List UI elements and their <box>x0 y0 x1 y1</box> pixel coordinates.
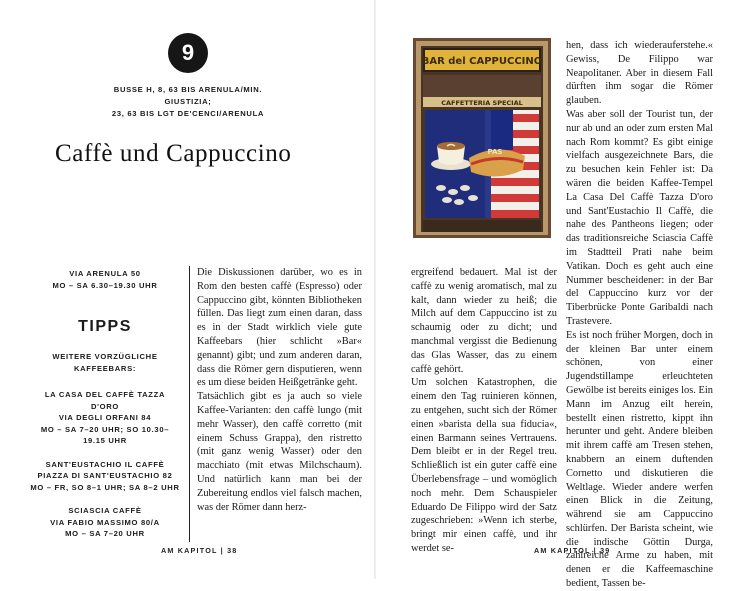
photo-middle-sign: CAFFETTERIA SPECIAL <box>441 99 523 107</box>
tip-bar-address: PIAZZA DI SANT'EUSTACHIO 82 <box>37 471 173 480</box>
column-divider <box>189 266 190 542</box>
book-gutter <box>374 0 376 579</box>
bar-storefront-photo <box>413 38 551 238</box>
venue-hours: MO – SA 6.30–19.30 UHR <box>52 280 158 290</box>
sidebar-info <box>30 268 180 540</box>
tip-bar-hours: MO – SA 7–20 UHR <box>65 529 145 538</box>
photo-top-sign: BAR del CAPPUCCINO <box>421 56 543 67</box>
page-footer-left: AM KAPITOL | 38 <box>161 546 238 555</box>
tip-bar-3 <box>30 505 180 540</box>
transit-line-2: 23, 63 BIS LGT DE'CENCI/ARENULA <box>111 109 265 118</box>
paragraph: hen, dass ich wiederauferstehe.« Gewiss, De Filippo war Neapolitaner. Aber in diesem Fall dürften ihm sogar die Römer glauben. <box>566 40 713 107</box>
transit-info <box>108 84 268 120</box>
tip-bar-hours: MO – FR, SO 8–1 UHR; SA 8–2 UHR <box>30 482 180 492</box>
page-footer-right: AM KAPITOL | 39 <box>534 546 611 555</box>
tip-bar-2 <box>30 459 180 494</box>
photo-sandwich-sign: PAS <box>487 148 503 156</box>
paragraph: Tatsächlich gibt es ja auch so viele Kaffee-Varianten: den caffè lungo (mit mehr Wasser), den caffè corretto (mit einem Schuss Grappa), den ristretto (mit ganz wenig Wasser) oder den macchiato (mit etwas Milchschaum). Und natürlich kann man bei der Zubereitung endlos viel falsch machen, was der Römer dann herz- <box>197 391 362 513</box>
tip-bar-address: VIA DEGLI ORFANI 84 <box>58 413 152 422</box>
body-column-3 <box>566 39 713 591</box>
paragraph: Was aber soll der Tourist tun, der nur ab und an oder zum ersten Mal nach Rom kommt? Es gibt einige vielfach ausgezeichnete Bars, die zu besuchen kein Fehler ist: Da wären die beiden Kaffee-Tempel La Casa Del Caffè Tazza D'oro und Sant'Eustachio Il Caffè, die nahe des Pantheons liegen; oder das traditionsreiche Sciascia Caffè im Stadtteil Prati nahe beim Vatikan. Doch es geht auch eine Nummer bescheidener: in der Bar del Cappuccino kurz vor der Tiberbrücke Ponte Garibaldi nach Trastevere. <box>566 108 713 327</box>
tip-bar-address: VIA FABIO MASSIMO 80/A <box>50 517 160 527</box>
tips-heading: TIPPS <box>78 318 132 335</box>
tip-bar-name: LA CASA DEL CAFFÈ TAZZA D'ORO <box>44 390 166 411</box>
tips-intro: WEITERE VORZÜGLICHE KAFFEEBARS: <box>52 352 158 373</box>
body-column-1 <box>197 266 362 514</box>
paragraph: Um solchen Katastrophen, die einem den Tag ruinieren können, zu entgehen, sucht sich der Römer einen »barista della sua fiducia«, einen Barmann seines Vertrauens. Dem bleibt er in der Regel treu. Schließlich ist ein guter caffè eine Überlebensfrage – und womöglich noch mehr. Dem Schauspieler Eduardo De Filippo wird der Satz zugeschrieben: »Wenn ich sterbe, bringt mir einen caffè, und ihr werdet se- <box>411 377 557 554</box>
tip-bar-1 <box>30 389 180 447</box>
transit-line-1: BUSSE H, 8, 63 BIS ARENULA/MIN. GIUSTIZIA; <box>113 85 263 106</box>
paragraph: ergreifend bedauert. Mal ist der caffè zu wenig aromatisch, mal zu kalt, dann wieder zu heiß; die Milch auf dem Cappuccino ist zu schaumig oder zu dicht; und manchmal vergisst die Bedienung das Glas Wasser, das zu einem caffè gehört. <box>411 267 557 375</box>
venue-address: VIA ARENULA 50 <box>69 269 141 278</box>
chapter-number-badge: 9 <box>168 33 208 73</box>
tip-bar-hours: MO – SA 7–20 UHR; SO 10.30–19.15 UHR <box>40 424 170 445</box>
paragraph: Es ist noch früher Morgen, doch in der kleinen Bar unter einem schönen, von einer Jugendstillampe erleuchteten Gewölbe ist bereits einiges los. Ein Mann im Anzug eilt herein, bestellt einen ristretto, kippt ihn herunter und geht. Andere bleiben mit ihrem caffè am Tresen stehen, knabbern an einem duftenden Cornetto und diskutieren die Weltlage. Wieder andere werfen einen Blick in die Zeitung, während sie am Cappuccino schlürfen. Der Barista scheint, wie die indische Göttin Durga, zahlreiche Arme zu haben, mit denen er die Kaffeemaschine bedient, Tassen be- <box>566 329 713 590</box>
page-title: Caffè und Cappuccino <box>55 140 292 167</box>
body-column-2 <box>411 266 557 556</box>
tip-bar-name: SANT'EUSTACHIO IL CAFFÈ <box>45 459 165 469</box>
paragraph: Die Diskussionen darüber, wo es in Rom den besten caffè (Espresso) oder Cappuccino gibt, könnten Bibliotheken füllen. Das liegt zum einen daran, dass es in der Stadt wirklich viele gute Kaffeebars (hier schlicht »Bar« genannt) gibt; und zum anderen daran, dass die Römer gern disputieren, wenn es um diese beiden Heißgetränke geht. <box>197 267 362 389</box>
tip-bar-name: SCIASCIA CAFFÈ <box>68 506 142 515</box>
